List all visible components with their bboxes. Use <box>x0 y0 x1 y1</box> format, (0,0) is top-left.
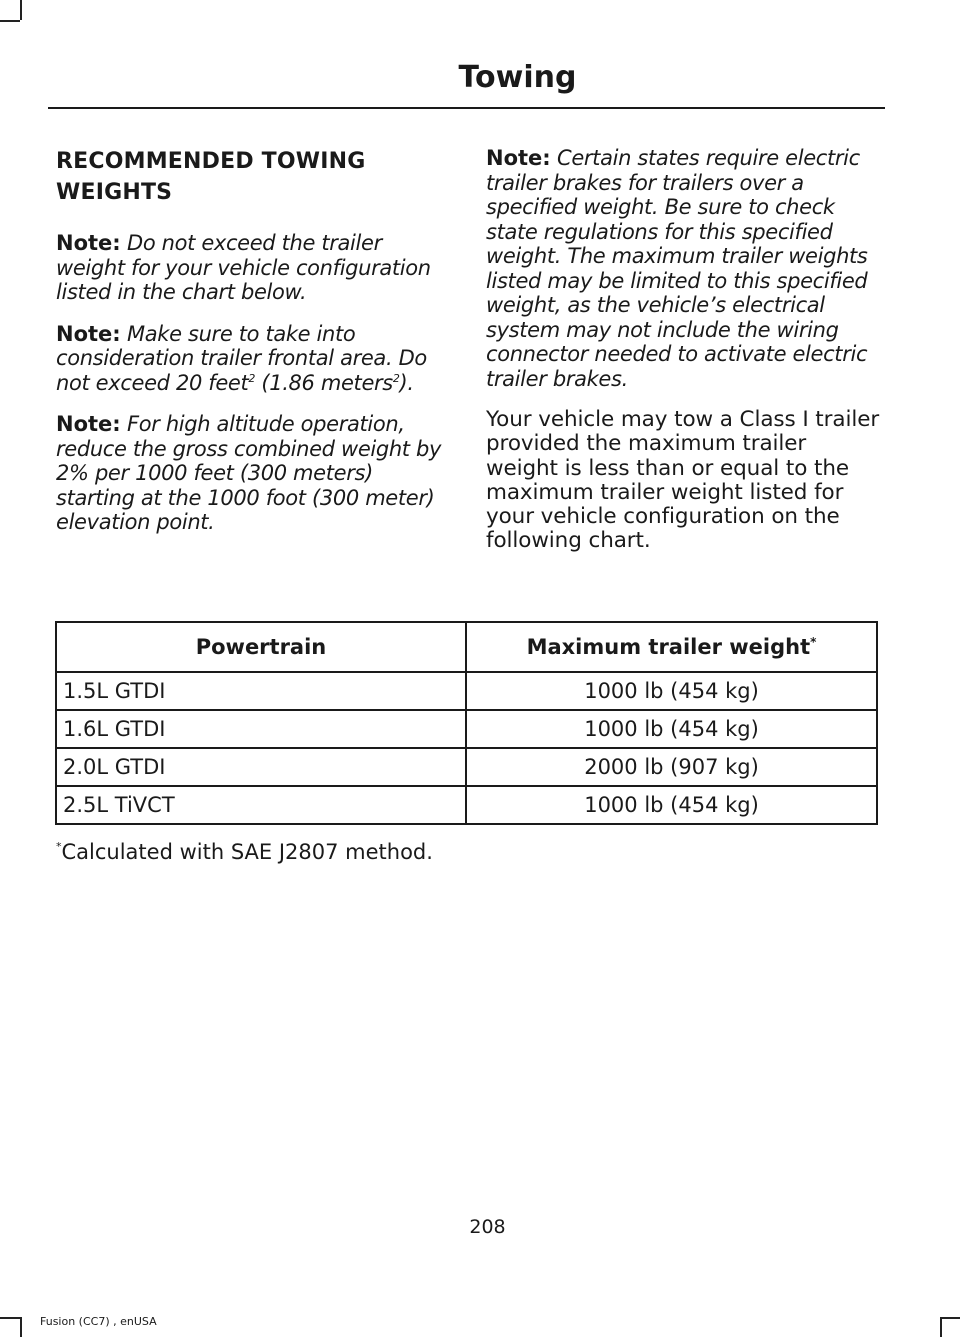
table-row <box>56 710 877 748</box>
powertrain-cell: 2.0L GTDI <box>56 748 466 786</box>
left-column <box>56 146 448 552</box>
note-text: Do not exceed the trailer weight for your vehicle configuration listed in the chart below. <box>56 231 431 304</box>
note-label: Note: <box>486 146 551 170</box>
note-text: Certain states require electric trailer brakes for trailers over a specified weight. Be sure to check state regulations for this specified weight. The maximum trailer weights listed may be limited to this specified weight, as the vehicle’s electrical system may not include the wiring connector needed to activate electric trailer brakes. <box>486 146 868 391</box>
table-header-row <box>56 622 877 672</box>
crop-mark <box>20 0 22 20</box>
powertrain-cell: 1.5L GTDI <box>56 672 466 710</box>
footnote-marker: * <box>56 840 62 853</box>
crop-mark <box>0 1317 20 1319</box>
table-row <box>56 786 877 824</box>
note-label: Note: <box>56 412 121 436</box>
crop-mark <box>940 1317 942 1337</box>
powertrain-cell: 1.6L GTDI <box>56 710 466 748</box>
table-row <box>56 672 877 710</box>
page-number: 208 <box>469 1216 506 1238</box>
header-max-trailer-weight: Maximum trailer weight* <box>466 622 877 672</box>
note-text: For high altitude operation, reduce the gross combined weight by 2% per 1000 feet (300 meters) starting at the 1000 foot (300 meter) elevation point. <box>56 412 442 534</box>
right-column <box>486 146 882 554</box>
crop-mark <box>20 1317 22 1337</box>
weight-cell: 1000 lb (454 kg) <box>466 672 877 710</box>
page-title: Towing <box>458 60 577 95</box>
note-label: Note: <box>56 231 121 255</box>
weight-cell: 2000 lb (907 kg) <box>466 748 877 786</box>
weight-cell: 1000 lb (454 kg) <box>466 786 877 824</box>
header-powertrain: Powertrain <box>56 622 466 672</box>
powertrain-cell: 2.5L TiVCT <box>56 786 466 824</box>
crop-mark <box>940 1317 960 1319</box>
towing-weights-table <box>55 621 878 825</box>
note-electric-brakes <box>486 146 882 391</box>
note-label: Note: <box>56 321 121 346</box>
section-heading: RECOMMENDED TOWING WEIGHTS <box>56 149 366 205</box>
weight-cell: 1000 lb (454 kg) <box>466 710 877 748</box>
class-i-trailer-paragraph: Your vehicle may tow a Class I trailer provided the maximum trailer weight is less than or equal to the maximum trailer weight listed for your vehicle configuration on the following chart. <box>486 407 880 554</box>
note-frontal-area <box>56 322 448 396</box>
note-text: Make sure to take into consideration trailer frontal area. Do not exceed 20 feet$^2$ (1.86 meters$^2$). <box>56 321 427 395</box>
footnote-text: Calculated with SAE J2807 method. <box>61 840 433 864</box>
note-trailer-weight <box>56 231 448 305</box>
crop-mark <box>0 20 20 22</box>
table-footnote <box>56 840 433 864</box>
header-divider <box>48 107 885 109</box>
note-high-altitude <box>56 412 448 535</box>
document-id: Fusion (CC7) , enUSA <box>40 1315 157 1328</box>
table-row <box>56 748 877 786</box>
